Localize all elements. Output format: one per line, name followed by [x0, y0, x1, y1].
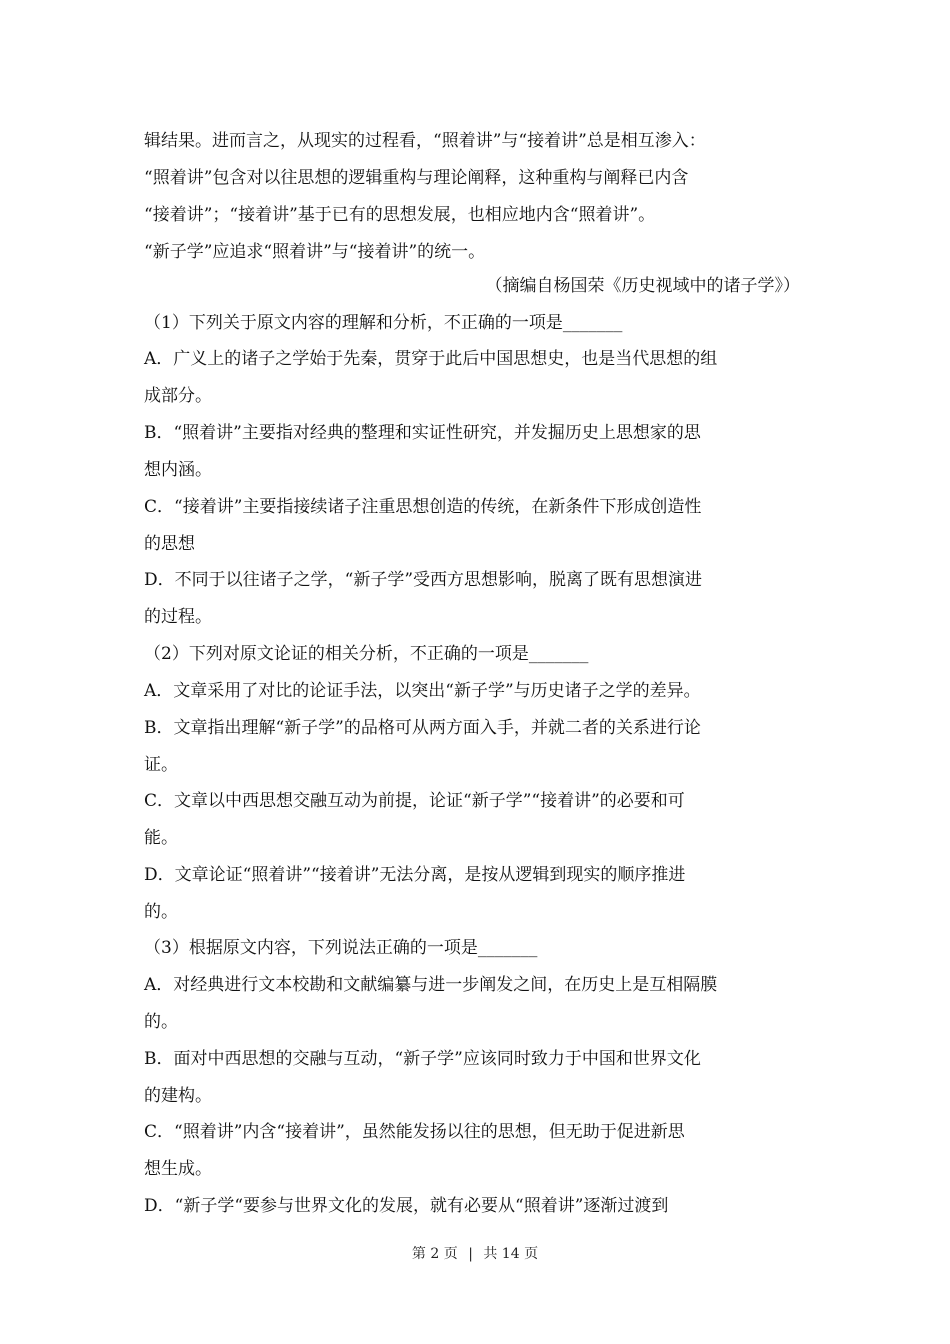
option-line: 想内涵。 [144, 460, 212, 480]
option-line: B．文章指出理解“新子学”的品格可从两方面入手，并就二者的关系进行论 [144, 718, 701, 738]
passage-line: “接着讲”；“接着讲”基于已有的思想发展，也相应地内含“照着讲”。 [144, 205, 656, 225]
passage-line: “照着讲”包含对以往思想的逻辑重构与理论阐释，这种重构与阐释已内含 [144, 168, 689, 188]
option-line: 的。 [144, 902, 178, 922]
passage-line: 辑结果。进而言之，从现实的过程看，“照着讲”与“接着讲”总是相互渗入： [144, 131, 706, 151]
question-stem-2: （2）下列对原文论证的相关分析，不正确的一项是_______ [144, 644, 589, 664]
option-line: D．文章论证“照着讲”“接着讲”无法分离，是按从逻辑到现实的顺序推进 [144, 865, 686, 885]
option-line: B．面对中西思想的交融与互动，“新子学”应该同时致力于中国和世界文化 [144, 1049, 701, 1069]
option-line: 的。 [144, 1012, 178, 1032]
passage-source: （摘编自杨国荣《历史视域中的诸子学》） [485, 276, 800, 296]
option-line: D．“新子学“要参与世界文化的发展，就有必要从“照着讲”逐渐过渡到 [144, 1196, 669, 1216]
option-line: 成部分。 [144, 386, 212, 406]
page-number: 第 2 页 [411, 1246, 458, 1262]
page-total: 共 14 页 [483, 1246, 539, 1262]
option-line: A．文章采用了对比的论证手法，以突出“新子学”与历史诸子之学的差异。 [144, 681, 701, 701]
option-line: C．“照着讲”内含“接着讲”，虽然能发扬以往的思想，但无助于促进新思 [144, 1122, 685, 1142]
question-stem-3: （3）根据原文内容，下列说法正确的一项是_______ [144, 938, 538, 958]
option-line: C．“接着讲”主要指接续诸子注重思想创造的传统，在新条件下形成创造性 [144, 497, 702, 517]
option-line: A．广义上的诸子之学始于先秦，贯穿于此后中国思想史，也是当代思想的组 [144, 349, 718, 369]
option-line: B．“照着讲”主要指对经典的整理和实证性研究，并发掘历史上思想家的思 [144, 423, 701, 443]
option-line: 能。 [144, 828, 178, 848]
option-line: 的过程。 [144, 607, 212, 627]
passage-line: “新子学”应追求“照着讲”与“接着讲”的统一。 [144, 242, 486, 262]
footer-separator: | [468, 1246, 473, 1262]
option-line: C．文章以中西思想交融互动为前提，论证“新子学”“接着讲”的必要和可 [144, 791, 685, 811]
option-line: D．不同于以往诸子之学，“新子学”受西方思想影响，脱离了既有思想演进 [144, 570, 703, 590]
option-line: 想生成。 [144, 1159, 212, 1179]
question-stem-1: （1）下列关于原文内容的理解和分析，不正确的一项是_______ [144, 313, 623, 333]
option-line: 的建构。 [144, 1086, 212, 1106]
option-line: 的思想 [144, 534, 195, 554]
page-footer [0, 1244, 950, 1264]
option-line: 证。 [144, 755, 178, 775]
option-line: A．对经典进行文本校勘和文献编纂与进一步阐发之间，在历史上是互相隔膜 [144, 975, 718, 995]
